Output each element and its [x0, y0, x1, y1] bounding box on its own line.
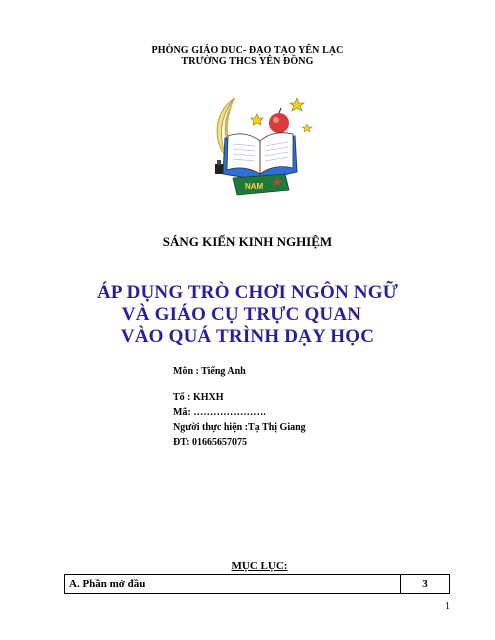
toc-table	[64, 574, 450, 594]
school-name: TRƯỜNG THCS YÊN ĐỒNG	[181, 56, 314, 67]
document-type: SÁNG KIẾN KINH NGHIỆM	[162, 234, 333, 249]
toc-heading: MỤC LỤC:	[231, 560, 288, 572]
title-line-3: VÀO QUÁ TRÌNH DẠY HỌC	[120, 326, 375, 347]
page-number: 1	[445, 601, 450, 612]
toc-entry-label: A. Phần mở đầu	[65, 575, 401, 594]
title-line-2: VÀ GIÁO CỤ TRỰC QUAN	[121, 304, 362, 325]
subject-label: Môn : Tiếng Anh	[173, 366, 246, 377]
author-label: Người thực hiện :Tạ Thị Giang	[173, 422, 306, 433]
group-label: Tổ : KHXH	[173, 392, 224, 403]
banner-text: NAM	[245, 182, 264, 191]
school-department: PHÒNG GIÁO DUC- ĐẠO TẠO YÊN LẠC	[151, 45, 344, 56]
title-line-1: ÁP DỤNG TRÒ CHƠI NGÔN NGỮ	[96, 282, 399, 303]
phone-label: ĐT: 01665657075	[173, 437, 247, 448]
table-row[interactable]	[65, 575, 450, 594]
book-moon-stars-icon	[205, 92, 315, 196]
toc-entry-page: 3	[401, 575, 450, 594]
code-label: Mã: ………………….	[173, 407, 266, 418]
